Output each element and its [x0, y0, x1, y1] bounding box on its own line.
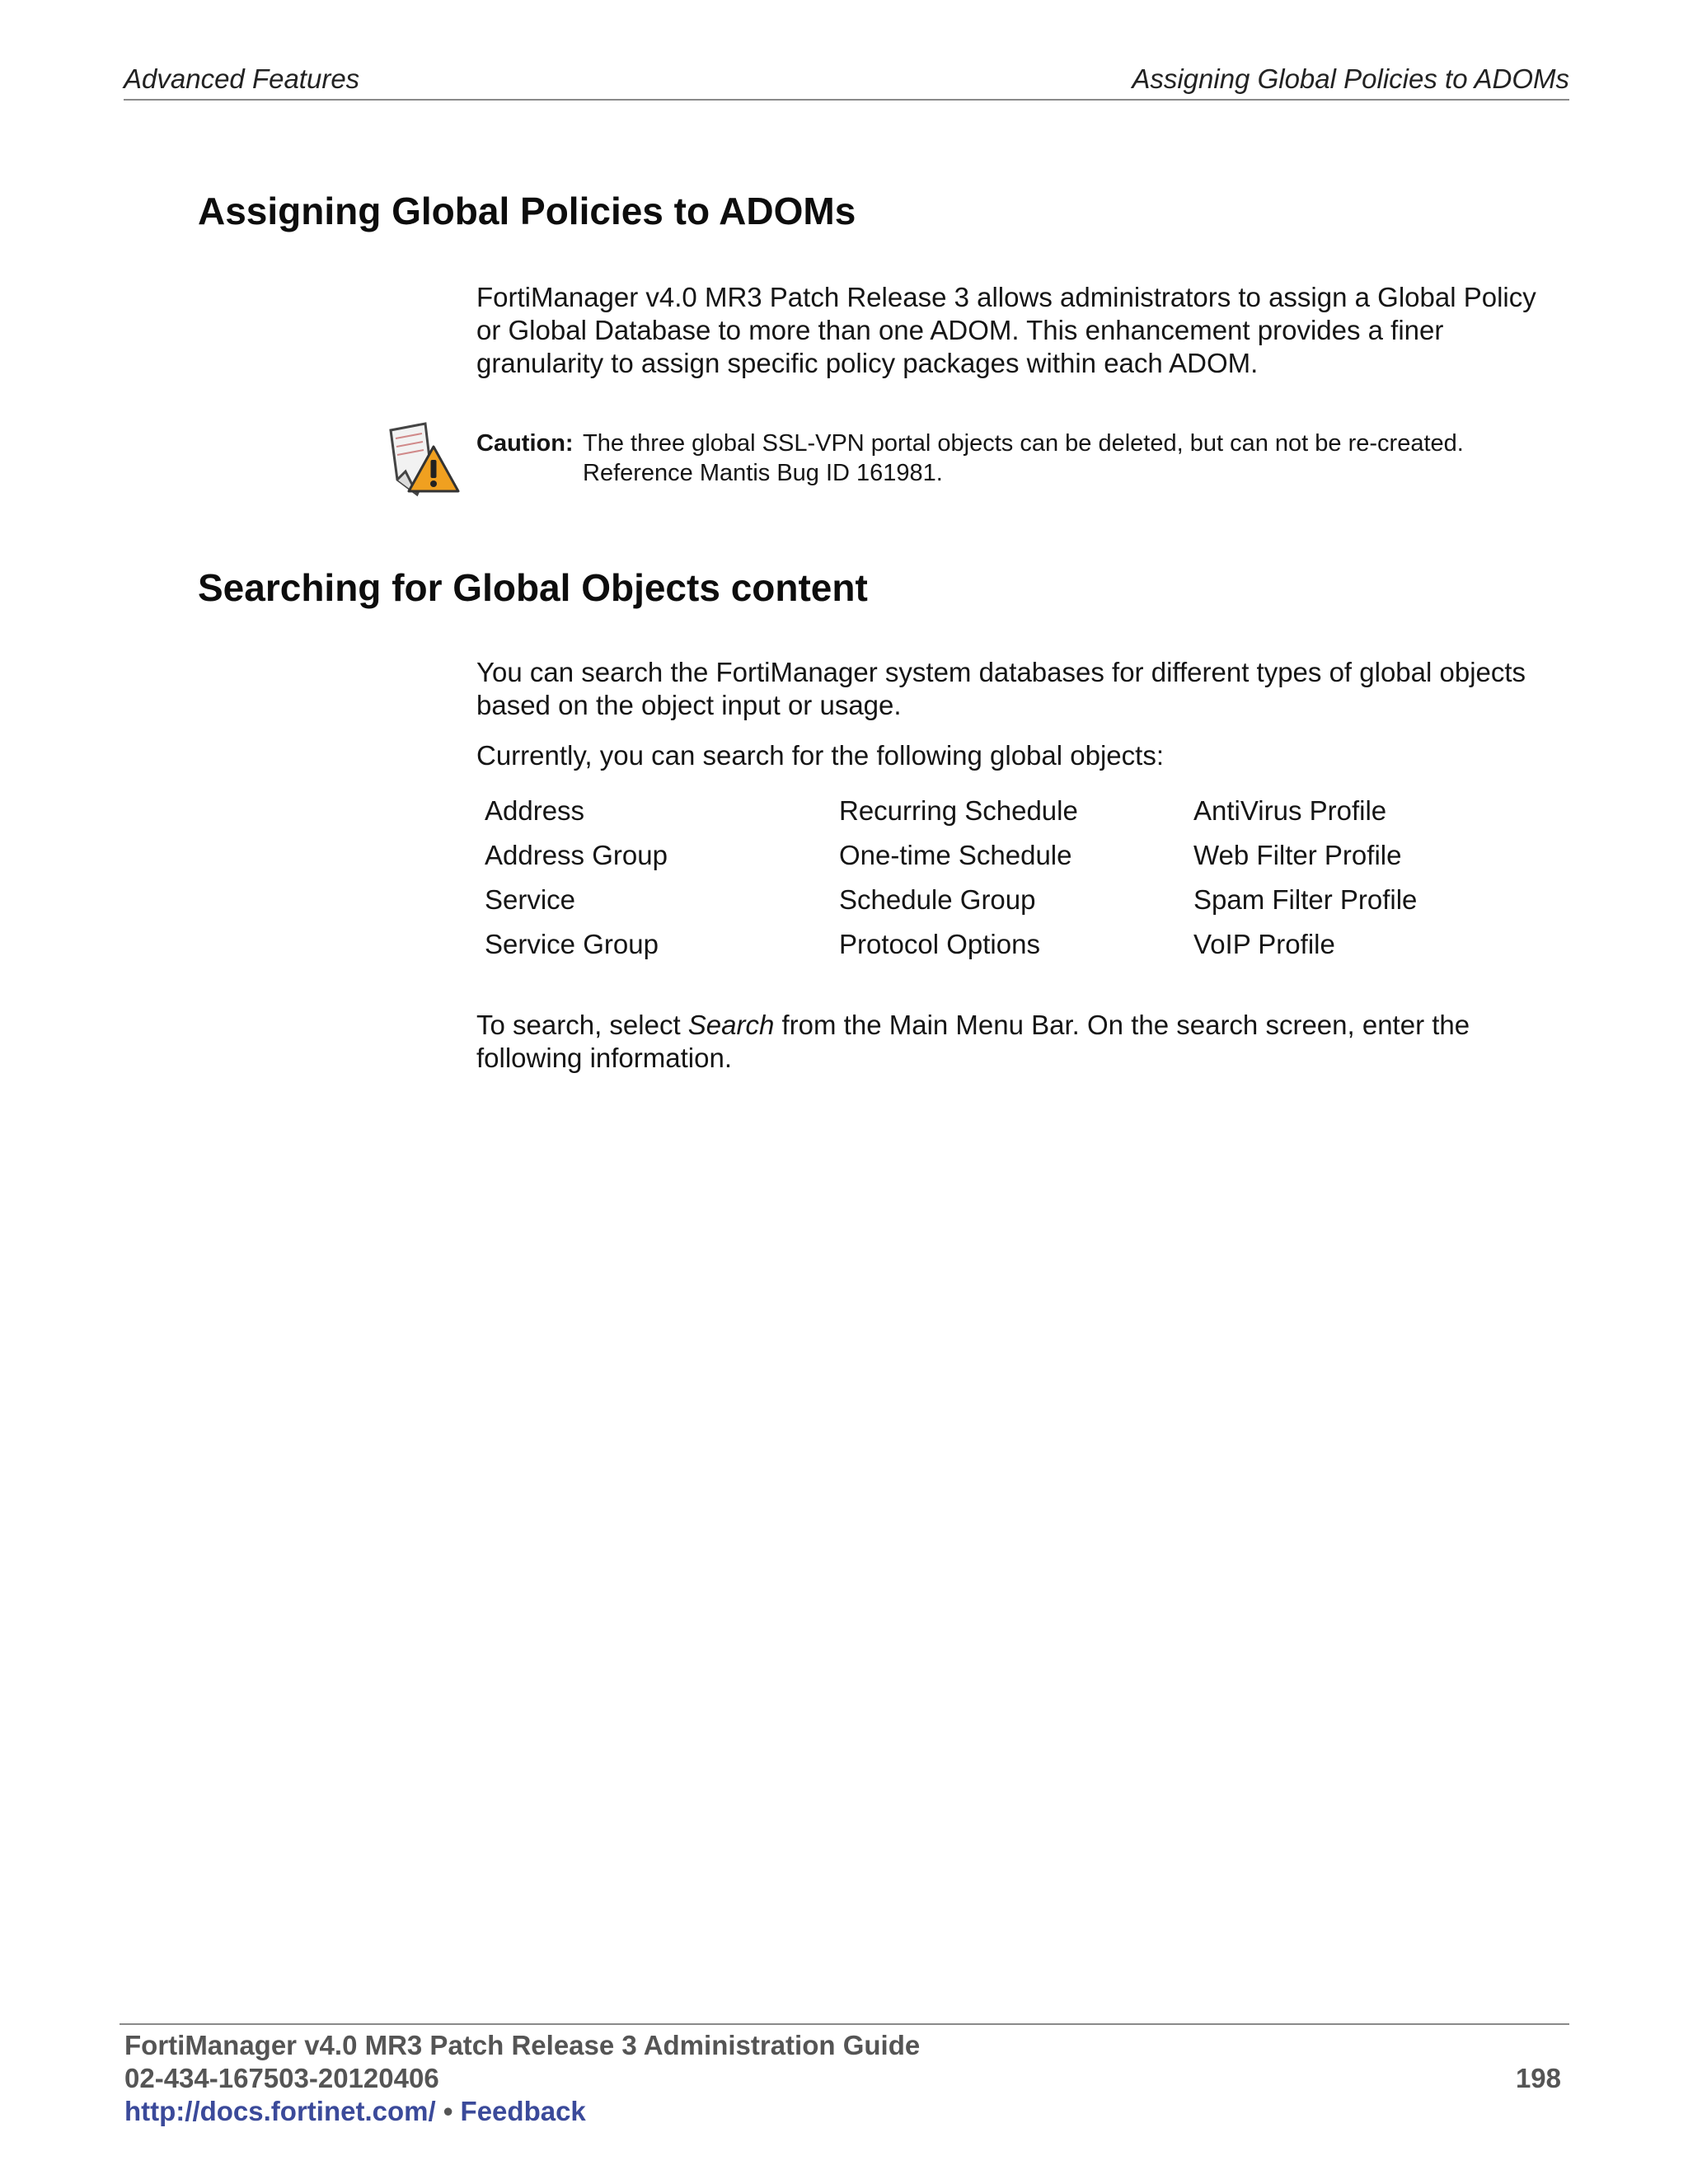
caution-text — [583, 429, 1555, 488]
search-menu-term: Search — [687, 1010, 775, 1040]
objects-row — [485, 928, 1556, 972]
object-item: Protocol Options — [839, 929, 1040, 959]
docs-link[interactable]: http://docs.fortinet.com/ — [124, 2096, 436, 2126]
search-instructions — [476, 1009, 1556, 1075]
instructions-before: To search, select — [476, 1010, 688, 1040]
objects-row — [485, 794, 1556, 839]
search-paragraph: You can search the FortiManager system databases for different types of global objects based on the object input or usage. — [476, 657, 1526, 720]
footer-doc-id: 02-434-167503-20120406 — [124, 2063, 439, 2093]
object-item: Schedule Group — [839, 884, 1036, 915]
page-footer — [120, 2023, 1569, 2126]
footer-links — [124, 2095, 586, 2128]
global-objects-list — [485, 794, 1556, 972]
instructions-after: from the Main Menu Bar. On the search screen, enter the following information. — [476, 1010, 1470, 1073]
caution-label: Caution: — [476, 430, 574, 457]
object-item: Recurring Schedule — [839, 795, 1078, 826]
object-item: Spam Filter Profile — [1193, 884, 1418, 915]
object-item: AntiVirus Profile — [1193, 795, 1387, 826]
feedback-link[interactable]: Feedback — [460, 2096, 586, 2126]
running-header — [124, 63, 1569, 101]
section-title-assigning: Assigning Global Policies to ADOMs — [198, 190, 856, 232]
objects-row — [485, 883, 1556, 928]
object-item: Web Filter Profile — [1193, 840, 1402, 870]
footer-guide-title: FortiManager v4.0 MR3 Patch Release 3 Administration Guide — [124, 2030, 921, 2060]
page-number: 198 — [1515, 2063, 1561, 2093]
caution-line-2: Reference Mantis Bug ID 161981. — [583, 460, 943, 486]
objects-intro: Currently, you can search for the following global objects: — [476, 740, 1164, 771]
header-chapter: Advanced Features — [124, 63, 360, 94]
object-item: Service — [485, 884, 576, 915]
caution-line-1: The three global SSL-VPN portal objects can be deleted, but can not be re-created. — [583, 430, 1464, 457]
object-item: Address Group — [485, 840, 668, 870]
section-title-searching: Searching for Global Objects content — [198, 566, 868, 609]
caution-note-icon — [384, 422, 460, 499]
objects-row — [485, 839, 1556, 883]
object-item: One-time Schedule — [839, 840, 1072, 870]
intro-paragraph: FortiManager v4.0 MR3 Patch Release 3 allows administrators to assign a Global Policy or Global Database to more than one ADOM. This enhancement provides a finer granularity to assign specific policy packages within each ADOM. — [476, 282, 1536, 378]
object-item: Address — [485, 795, 585, 826]
footer-separator: • — [435, 2096, 461, 2126]
object-item: VoIP Profile — [1193, 929, 1335, 959]
object-item: Service Group — [485, 929, 659, 959]
header-section: Assigning Global Policies to ADOMs — [1132, 63, 1569, 94]
